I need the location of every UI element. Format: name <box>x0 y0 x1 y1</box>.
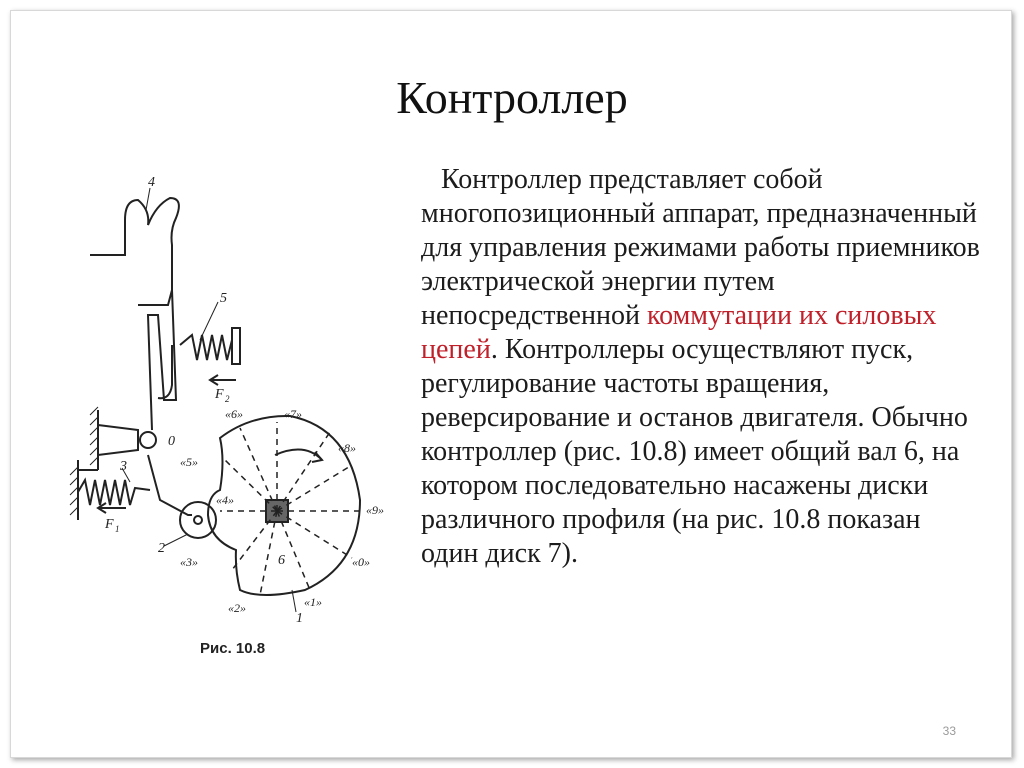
pivot-0 <box>140 432 156 448</box>
paragraph-part-1: Контроллер представляет собой многопозиционный аппарат, предназначенный для управления режимами работы приемников электрической энергии путем непосредственной <box>421 164 980 331</box>
pivot-bracket <box>98 425 138 455</box>
spring-3 <box>78 480 150 505</box>
label-4: 4 <box>148 175 155 190</box>
wall-hatching <box>70 407 98 515</box>
figure-caption: Рис. 10.8 <box>200 640 266 657</box>
label-5: 5 <box>220 291 227 306</box>
roller-2-axle <box>194 516 202 524</box>
page-number: 33 <box>942 724 956 738</box>
rotation-arrow <box>275 450 322 460</box>
controller-diagram <box>60 170 410 680</box>
label-6: 6 <box>278 553 285 568</box>
position-9: «9» <box>366 503 384 517</box>
leader-2 <box>164 534 188 546</box>
paragraph-part-2: . Контроллеры осуществляют пуск, регулирование частоты вращения, реверсирование и останов двигателя. Обычно контроллер (рис. 10.8) имеет общий вал 6, на котором последовательно насажены диски различного профиля (на рис. 10.8 показан один диск 7). <box>421 334 968 569</box>
position-6: «6» <box>225 407 243 421</box>
label-3: 3 <box>120 459 127 474</box>
force-f1-subscript: 1 <box>115 524 120 534</box>
position-0: «0» <box>352 555 370 569</box>
spring-5-stop <box>232 328 240 364</box>
label-2: 2 <box>158 541 165 556</box>
position-8: «8» <box>338 441 356 455</box>
position-1: «1» <box>304 595 322 609</box>
leader-4 <box>146 188 150 210</box>
force-f2-subscript: 2 <box>225 394 230 404</box>
label-0: 0 <box>168 434 175 449</box>
paragraph-highlight: коммутации их силовых цепей <box>421 300 937 365</box>
position-4: «4» <box>216 493 234 507</box>
force-f1-letter: F <box>105 517 114 532</box>
position-7: «7» <box>284 407 302 421</box>
lever-upper <box>138 290 176 430</box>
label-1: 1 <box>296 611 303 626</box>
position-2: «2» <box>228 601 246 615</box>
leader-5 <box>200 302 218 340</box>
spring-5 <box>180 335 232 360</box>
force-f2-letter: F <box>215 387 224 402</box>
slide-title: Контроллер <box>396 72 628 123</box>
contact-horns <box>90 198 179 290</box>
position-5: «5» <box>180 455 198 469</box>
roller-2 <box>180 502 216 538</box>
slide-body-text <box>421 163 981 571</box>
leader-1 <box>292 590 296 612</box>
position-3: «3» <box>180 555 198 569</box>
